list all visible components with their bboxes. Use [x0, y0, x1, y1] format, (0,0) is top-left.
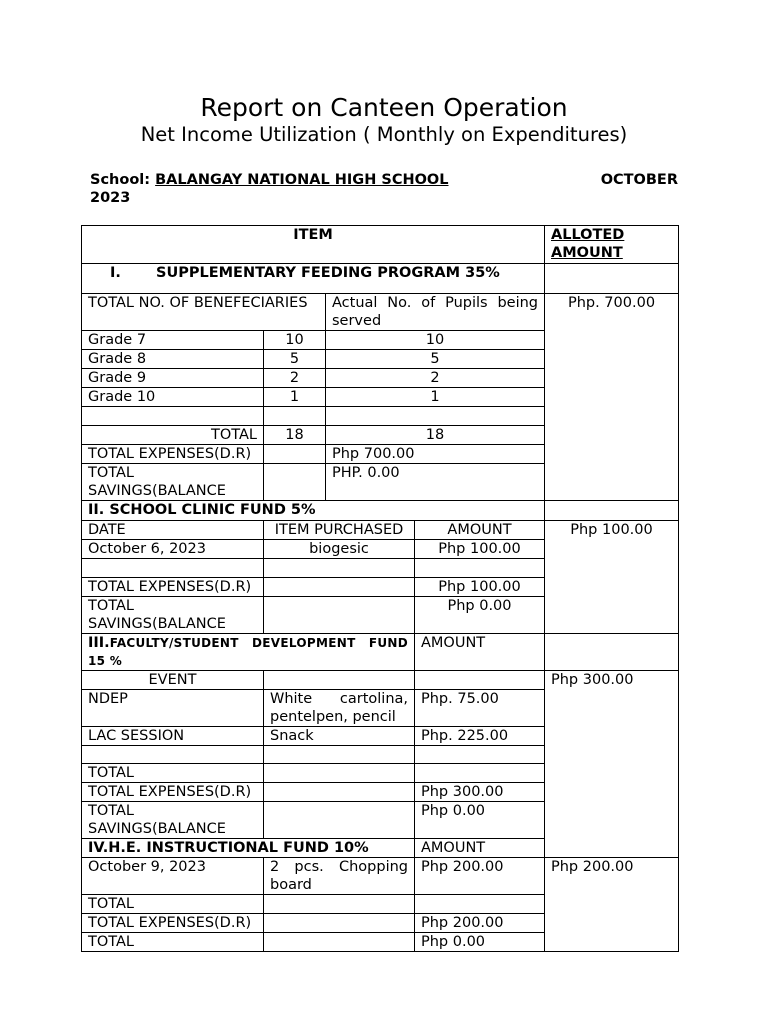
section1-number: I.	[110, 265, 121, 281]
section4-title: IV.H.E. INSTRUCTIONAL FUND 10%	[82, 839, 415, 858]
amount-header: AMOUNT	[415, 521, 545, 540]
section3-title-empty	[545, 634, 679, 671]
amount-cell: Php. 75.00	[415, 690, 545, 727]
date-header: DATE	[82, 521, 264, 540]
section2-title-row	[82, 501, 679, 521]
savings-label-line1: TOTAL	[88, 465, 134, 481]
empty-cell	[264, 802, 415, 839]
empty-cell	[264, 407, 326, 426]
section2-title: II. SCHOOL CLINIC FUND 5%	[82, 501, 545, 521]
report-month: OCTOBER	[600, 172, 678, 188]
empty-cell	[264, 746, 415, 764]
empty-cell	[264, 914, 415, 933]
empty-cell	[264, 671, 415, 690]
expenses-label: TOTAL EXPENSES(D.R)	[82, 783, 264, 802]
savings-label-line2: SAVINGS(BALANCE	[88, 821, 226, 837]
total-served: 18	[326, 426, 545, 445]
beneficiaries-cell: 2	[264, 369, 326, 388]
grade-cell: Grade 8	[82, 350, 264, 369]
empty-cell	[264, 578, 415, 597]
allotted-amount-header	[545, 226, 679, 264]
section1-title-empty	[545, 264, 679, 294]
savings-label	[82, 597, 264, 634]
empty-cell	[415, 895, 545, 914]
section3-title-row	[82, 634, 679, 671]
empty-cell	[264, 895, 415, 914]
canteen-report-table	[81, 225, 679, 952]
savings-value: Php 0.00	[415, 597, 545, 634]
expenses-value: Php 200.00	[415, 914, 545, 933]
empty-cell	[264, 559, 415, 578]
item-purchased-header: ITEM PURCHASED	[264, 521, 415, 540]
section3-col-header-row	[82, 671, 679, 690]
empty-cell	[415, 746, 545, 764]
beneficiaries-cell: 10	[264, 331, 326, 350]
item-header: ITEM	[82, 226, 545, 264]
report-year: 2023	[90, 190, 131, 206]
section4-amount-header: AMOUNT	[415, 839, 545, 858]
section3-prefix: III.	[88, 635, 110, 651]
section1-title-row	[82, 264, 679, 294]
empty-cell	[82, 407, 264, 426]
grade-cell: Grade 9	[82, 369, 264, 388]
last-total-label: TOTAL	[82, 933, 264, 952]
empty-cell	[264, 464, 326, 501]
served-cell: 5	[326, 350, 545, 369]
expenses-label: TOTAL EXPENSES(D.R)	[82, 914, 264, 933]
empty-cell	[264, 597, 415, 634]
savings-label	[82, 464, 264, 501]
savings-value: PHP. 0.00	[326, 464, 545, 501]
empty-cell	[82, 559, 264, 578]
empty-cell	[415, 764, 545, 783]
savings-label-line1: TOTAL	[88, 803, 134, 819]
beneficiaries-cell: 5	[264, 350, 326, 369]
allotted-line2: AMOUNT	[551, 245, 623, 261]
section1-title	[82, 264, 545, 294]
empty-cell	[264, 783, 415, 802]
section1-col-header-row	[82, 294, 679, 331]
empty-cell	[264, 445, 326, 464]
section4-allotted: Php 200.00	[545, 858, 679, 952]
item-cell: biogesic	[264, 540, 415, 559]
item-cell: 2 pcs. Chopping board	[264, 858, 415, 895]
expenses-value: Php 300.00	[415, 783, 545, 802]
date-cell: October 9, 2023	[82, 858, 264, 895]
total-label: TOTAL	[82, 895, 264, 914]
savings-label-line2: SAVINGS(BALANCE	[88, 483, 226, 499]
section3-amount-header: AMOUNT	[415, 634, 545, 671]
section3-title	[82, 634, 415, 671]
empty-cell	[326, 407, 545, 426]
report-subtitle: Net Income Utilization ( Monthly on Expenditures)	[140, 123, 628, 146]
allotted-line1: ALLOTED	[551, 227, 625, 243]
event-cell: LAC SESSION	[82, 727, 264, 746]
empty-cell	[264, 764, 415, 783]
grade-cell: Grade 7	[82, 331, 264, 350]
savings-label-line1: TOTAL	[88, 598, 134, 614]
school-line	[90, 171, 678, 206]
total-label: TOTAL	[82, 764, 264, 783]
section3-allotted: Php 300.00	[545, 671, 679, 858]
expenses-label: TOTAL EXPENSES(D.R)	[82, 445, 264, 464]
beneficiaries-header: TOTAL NO. OF BENEFECIARIES	[82, 294, 326, 331]
total-label: TOTAL	[82, 426, 264, 445]
report-title: Report on Canteen Operation	[200, 93, 568, 122]
expenses-value: Php 700.00	[326, 445, 545, 464]
event-header: EVENT	[82, 671, 264, 690]
section3-title-text: FACULTY/STUDENT DEVELOPMENT FUND 15 %	[88, 636, 408, 668]
empty-cell	[415, 671, 545, 690]
last-total-value: Php 0.00	[415, 933, 545, 952]
school-name: BALANGAY NATIONAL HIGH SCHOOL	[155, 172, 449, 188]
savings-label-line2: SAVINGS(BALANCE	[88, 616, 226, 632]
empty-cell	[415, 559, 545, 578]
empty-cell	[264, 933, 415, 952]
section2-title-empty	[545, 501, 679, 521]
empty-cell	[82, 746, 264, 764]
amount-cell: Php. 225.00	[415, 727, 545, 746]
amount-cell: Php 100.00	[415, 540, 545, 559]
date-cell: October 6, 2023	[82, 540, 264, 559]
event-cell: NDEP	[82, 690, 264, 727]
savings-value: Php 0.00	[415, 802, 545, 839]
served-cell: 10	[326, 331, 545, 350]
served-cell: 2	[326, 369, 545, 388]
amount-cell: Php 200.00	[415, 858, 545, 895]
served-cell: 1	[326, 388, 545, 407]
item-cell: Snack	[264, 727, 415, 746]
table-header-row	[82, 226, 679, 264]
grade-cell: Grade 10	[82, 388, 264, 407]
section2-allotted: Php 100.00	[545, 521, 679, 634]
section1-allotted: Php. 700.00	[545, 294, 679, 501]
expenses-value: Php 100.00	[415, 578, 545, 597]
actual-pupils-header: Actual No. of Pupils being served	[326, 294, 545, 331]
item-cell: White cartolina, pentelpen, pencil	[264, 690, 415, 727]
beneficiaries-cell: 1	[264, 388, 326, 407]
savings-label	[82, 802, 264, 839]
section2-col-header-row	[82, 521, 679, 540]
total-beneficiaries: 18	[264, 426, 326, 445]
school-label: School:	[90, 172, 151, 188]
section1-title-text: SUPPLEMENTARY FEEDING PROGRAM 35%	[156, 265, 500, 281]
expenses-label: TOTAL EXPENSES(D.R)	[82, 578, 264, 597]
table-row	[82, 858, 679, 895]
